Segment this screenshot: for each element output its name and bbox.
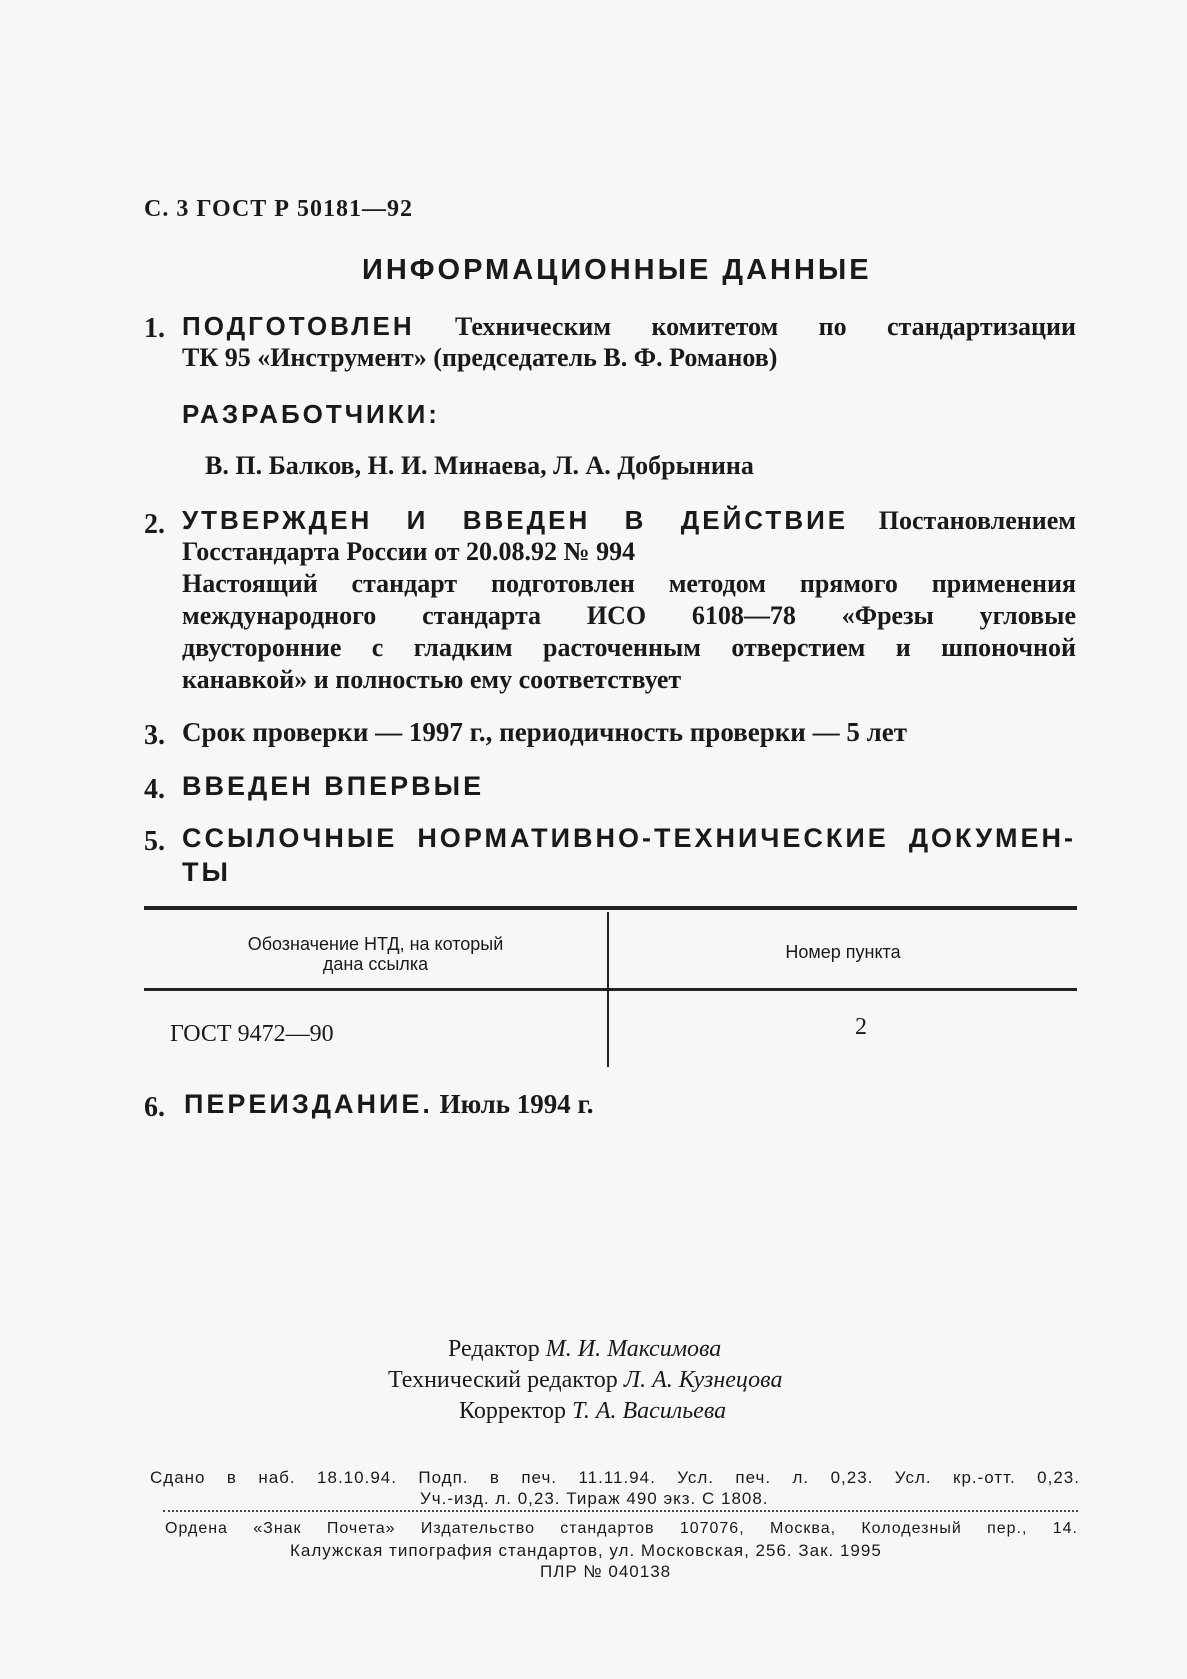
item-2-line-3: Настоящий стандарт подготовлен методом прямого применения: [182, 569, 1076, 598]
table-cell-item: 2: [855, 1014, 867, 1040]
item-6-rest: Июль 1994 г.: [439, 1089, 594, 1119]
credit-proofreader-name: Т. А. Васильева: [571, 1398, 727, 1424]
item-1-line-1-rest: Техническим комитетом по стандартизации: [455, 312, 1077, 341]
developers-heading: РАЗРАБОТЧИКИ:: [182, 399, 440, 429]
table-cell-document: ГОСТ 9472—90: [170, 1021, 334, 1047]
table-header-rule: [144, 988, 1077, 991]
item-5-line-1: ССЫЛОЧНЫЕ НОРМАТИВНО-ТЕХНИЧЕСКИЕ ДОКУМЕН-: [182, 823, 1076, 853]
item-1-lead: ПОДГОТОВЛЕН: [182, 311, 415, 341]
item-5-line-2: ТЫ: [182, 857, 231, 887]
credit-tech-editor-name: Л. А. Кузнецова: [623, 1367, 783, 1393]
imprint-line-5: ПЛР № 040138: [540, 1562, 672, 1581]
item-2-lead: УТВЕРЖДЕН И ВВЕДЕН В ДЕЙСТВИЕ: [182, 505, 849, 535]
item-6-text: [184, 1088, 594, 1120]
item-6-number: 6.: [144, 1092, 165, 1123]
table-header-document-line-1: Обозначение НТД, на который: [247, 934, 504, 954]
developers-list: В. П. Балков, Н. И. Минаева, Л. А. Добрынина: [205, 451, 754, 480]
credit-editor-label: Редактор: [448, 1336, 540, 1362]
item-2-line-6: канавкой» и полностью ему соответствует: [182, 665, 682, 694]
item-1-line-2: ТК 95 «Инструмент» (председатель В. Ф. Романов): [182, 343, 778, 372]
credit-tech-editor: [388, 1367, 782, 1394]
table-top-rule: [144, 906, 1077, 910]
credit-proofreader-label: Корректор: [459, 1398, 566, 1424]
table-header-item: Номер пункта: [785, 942, 901, 962]
item-4-number: 4.: [144, 774, 165, 805]
credit-editor: [448, 1336, 721, 1363]
credit-tech-editor-label: Технический редактор: [388, 1367, 618, 1393]
imprint-line-4: Калужская типография стандартов, ул. Московская, 256. Зак. 1995: [290, 1541, 882, 1560]
imprint-line-2: Уч.-изд. л. 0,23. Тираж 490 экз. С 1808.: [420, 1489, 769, 1508]
page-header: С. 3 ГОСТ Р 50181—92: [144, 196, 413, 222]
item-3-text: Срок проверки — 1997 г., периодичность проверки — 5 лет: [182, 717, 907, 747]
imprint-divider: [163, 1510, 1078, 1512]
page-title: ИНФОРМАЦИОННЫЕ ДАННЫЕ: [362, 254, 872, 286]
credit-editor-name: М. И. Максимова: [545, 1336, 722, 1362]
imprint-line-1: Сдано в наб. 18.10.94. Подп. в печ. 11.11.94. Усл. печ. л. 0,23. Усл. кр.-отт. 0,23.: [150, 1468, 1080, 1487]
table-header-document: [144, 934, 607, 974]
item-2-line-1-rest: Постановлением: [878, 506, 1076, 535]
item-2-line-4: международного стандарта ИСО 6108—78 «Фрезы угловые: [182, 601, 1076, 630]
item-2-number: 2.: [144, 509, 165, 540]
item-1-number: 1.: [144, 313, 165, 344]
item-1-line-1: [182, 310, 1076, 343]
item-4-text: ВВЕДЕН ВПЕРВЫЕ: [182, 771, 485, 801]
item-6-lead: ПЕРЕИЗДАНИЕ.: [184, 1089, 433, 1119]
table-header-document-line-2: дана ссылка: [322, 954, 429, 974]
item-3-number: 3.: [144, 720, 165, 751]
imprint-line-3: Ордена «Знак Почета» Издательство стандартов 107076, Москва, Колодезный пер., 14.: [165, 1520, 1078, 1537]
reference-table: [144, 906, 1077, 1071]
item-5-number: 5.: [144, 826, 165, 857]
item-2-line-5: двусторонние с гладким расточенным отверстием и шпоночной: [182, 633, 1076, 662]
credit-proofreader: [459, 1398, 726, 1425]
item-2-line-2: Госстандарта России от 20.08.92 № 994: [182, 537, 636, 566]
item-2-line-1: [182, 504, 1076, 537]
